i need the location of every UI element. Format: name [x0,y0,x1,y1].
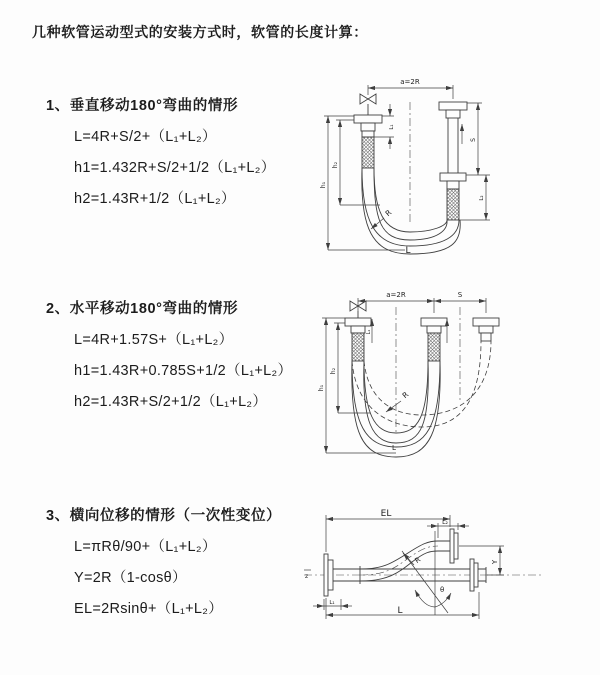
dim-label-el: EL [380,509,392,519]
dim-label-a2r: a=2R [400,78,420,86]
dimension-a2r [368,85,453,99]
formula-L: L=4R+S/2+（L₁+L₂） [74,129,217,145]
dim-label-l: L [405,246,411,256]
dim-label-l2: L₂ [479,195,485,201]
dim-label-l2: L₂ [442,519,448,526]
radius-leader [386,401,401,412]
dimension-a2r [358,298,486,313]
dimension-l2 [459,175,490,220]
dim-label-h2: h₂ [330,367,337,375]
dim-label-l1: L₁ [366,329,372,335]
diagram-lateral-displacement [298,503,600,640]
dim-label-r: R [383,207,394,219]
centerline-marker: z [305,573,309,580]
formula-EL: EL=2Rsinθ+（L₁+L₂） [74,601,224,617]
formula-h2: h2=1.43R+1/2（L₁+L₂） [74,191,236,207]
formula-L: L=πRθ/90+（L₁+L₂） [74,539,217,555]
radius-leader [403,553,414,565]
dim-label-r: R [413,555,423,566]
formula-L: L=4R+1.57S+（L₁+L₂） [74,332,234,348]
dimension-l2 [427,523,469,538]
dim-label-s: S [457,291,463,299]
section-1-heading: 1、垂直移动180°弯曲的情形 [46,98,239,114]
diagram-horizontal-180-bend [310,283,600,461]
left-pipe-flange [345,318,371,361]
angle-construction [402,531,451,615]
section-3-heading: 3、横向位移的情形（一次性变位） [46,508,282,524]
formula-Y: Y=2R（1-cosθ） [74,570,187,586]
phantom-pipe-flange [473,318,499,341]
formula-h2: h2=1.43R+S/2+1/2（L₁+L₂） [74,394,268,410]
page-title: 几种软管运动型式的安装方式时，软管的长度计算： [32,24,368,40]
dim-label-y: Y [491,559,499,565]
dim-label-a2r: a=2R [386,291,406,299]
section-2-heading: 2、水平移动180°弯曲的情形 [46,301,239,317]
right-pipe-flange [439,102,467,220]
section-lateral-displacement [46,504,281,618]
dim-label-theta: θ [440,586,445,594]
dim-label-s: S [470,138,477,142]
left-pipe-flange [354,115,382,168]
curved-hose-displaced [360,529,458,581]
formula-h1: h1=1.43R+0.785S+1/2（L₁+L₂） [74,363,293,379]
dim-label-h2: h₂ [332,161,339,169]
middle-pipe-flange [421,318,447,361]
diagram-vertical-180-bend [310,70,600,260]
radius-leader [371,218,384,229]
dim-label-l1: L₁ [329,600,335,606]
dim-label-h1: h₁ [318,384,325,392]
section-horizontal-movement [46,297,292,411]
dim-label-l1: L₁ [389,124,395,130]
valve-icon [360,94,376,115]
dim-label-r: R [400,389,411,401]
dim-label-l: L [397,606,403,616]
dimension-el [326,515,450,552]
section-vertical-movement [46,94,276,208]
dim-label-l: L [392,444,396,452]
dim-label-h1: h₁ [320,181,327,189]
formula-h1: h1=1.432R+S/2+1/2（L₁+L₂） [74,160,276,176]
